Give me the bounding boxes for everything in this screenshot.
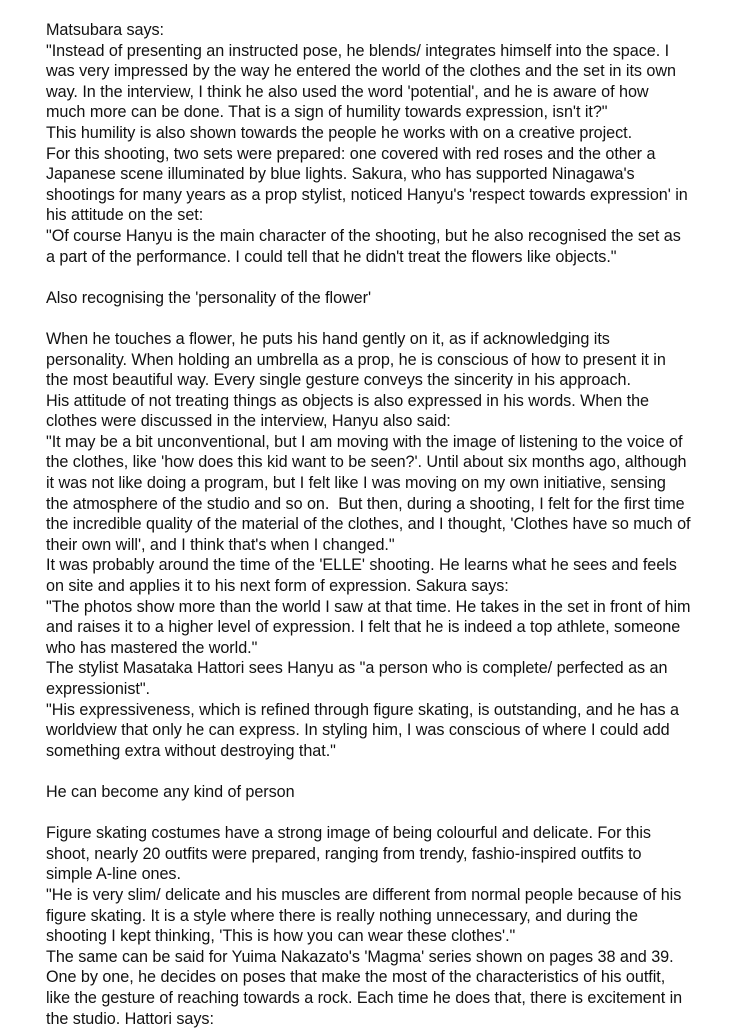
text-line: like the gesture of reaching towards a rock. Each time he does that, there is excitement in	[46, 988, 726, 1009]
paragraph-spacer	[46, 803, 726, 824]
text-line: When he touches a flower, he puts his hand gently on it, as if acknowledging its	[46, 329, 726, 350]
paragraph-spacer	[46, 308, 726, 329]
paragraph-flower-and-clothes	[46, 329, 726, 761]
text-line: the most beautiful way. Every single gesture conveys the sincerity in his approach.	[46, 370, 726, 391]
text-line: The same can be said for Yuima Nakazato's 'Magma' series shown on pages 38 and 39.	[46, 947, 726, 968]
text-line: expressionist".	[46, 679, 726, 700]
text-line: way. In the interview, I think he also used the word 'potential', and he is aware of how	[46, 82, 726, 103]
text-line: "The photos show more than the world I saw at that time. He takes in the set in front of him	[46, 597, 726, 618]
text-line: was very impressed by the way he entered the world of the clothes and the set in its own	[46, 61, 726, 82]
text-line: much more can be done. That is a sign of humility towards expression, isn't it?"	[46, 102, 726, 123]
section-heading-personality-of-flower	[46, 288, 726, 309]
text-line: "Of course Hanyu is the main character of the shooting, but he also recognised the set as	[46, 226, 726, 247]
text-line: It was probably around the time of the 'ELLE' shooting. He learns what he sees and feels	[46, 555, 726, 576]
text-line: Figure skating costumes have a strong image of being colourful and delicate. For this	[46, 823, 726, 844]
text-line: This humility is also shown towards the people he works with on a creative project.	[46, 123, 726, 144]
paragraph-costumes	[46, 823, 726, 1029]
text-line: For this shooting, two sets were prepared: one covered with red roses and the other a	[46, 144, 726, 165]
text-line: clothes were discussed in the interview, Hanyu also said:	[46, 411, 726, 432]
paragraph-matsubara-quote	[46, 20, 726, 267]
text-line: his attitude on the set:	[46, 205, 726, 226]
document-body	[46, 20, 726, 1029]
text-line: personality. When holding an umbrella as a prop, he is conscious of how to present it in	[46, 350, 726, 371]
text-line: Japanese scene illuminated by blue lights. Sakura, who has supported Ninagawa's	[46, 164, 726, 185]
text-line: a part of the performance. I could tell that he didn't treat the flowers like objects."	[46, 247, 726, 268]
text-line: it was not like doing a program, but I felt like I was moving on my own initiative, sensing	[46, 473, 726, 494]
text-line: "It may be a bit unconventional, but I am moving with the image of listening to the voice of	[46, 432, 726, 453]
text-line: figure skating. It is a style where there is really nothing unnecessary, and during the	[46, 906, 726, 927]
text-line: simple A-line ones.	[46, 864, 726, 885]
text-line: "He is very slim/ delicate and his muscles are different from normal people because of his	[46, 885, 726, 906]
heading-text: Also recognising the 'personality of the flower'	[46, 288, 726, 309]
text-line: "Instead of presenting an instructed pose, he blends/ integrates himself into the space. I	[46, 41, 726, 62]
text-line: their own will', and I think that's when I changed."	[46, 535, 726, 556]
text-line: on site and applies it to his next form of expression. Sakura says:	[46, 576, 726, 597]
paragraph-spacer	[46, 267, 726, 288]
text-line: shoot, nearly 20 outfits were prepared, ranging from trendy, fashio-inspired outfits to	[46, 844, 726, 865]
text-line: the studio. Hattori says:	[46, 1009, 726, 1029]
text-line: One by one, he decides on poses that make the most of the characteristics of his outfit,	[46, 967, 726, 988]
text-line: The stylist Masataka Hattori sees Hanyu as "a person who is complete/ perfected as an	[46, 658, 726, 679]
text-line: the clothes, like 'how does this kid want to be seen?'. Until about six months ago, although	[46, 452, 726, 473]
text-line: His attitude of not treating things as objects is also expressed in his words. When the	[46, 391, 726, 412]
text-line: who has mastered the world."	[46, 638, 726, 659]
text-line: Matsubara says:	[46, 20, 726, 41]
text-line: something extra without destroying that."	[46, 741, 726, 762]
text-line: worldview that only he can express. In styling him, I was conscious of where I could add	[46, 720, 726, 741]
heading-text: He can become any kind of person	[46, 782, 726, 803]
text-line: and raises it to a higher level of expression. I felt that he is indeed a top athlete, someone	[46, 617, 726, 638]
paragraph-spacer	[46, 761, 726, 782]
text-line: the incredible quality of the material of the clothes, and I thought, 'Clothes have so much of	[46, 514, 726, 535]
text-line: shootings for many years as a prop stylist, noticed Hanyu's 'respect towards expression' in	[46, 185, 726, 206]
section-heading-any-kind-of-person	[46, 782, 726, 803]
text-line: the atmosphere of the studio and so on. But then, during a shooting, I felt for the first time	[46, 494, 726, 515]
text-line: "His expressiveness, which is refined through figure skating, is outstanding, and he has a	[46, 700, 726, 721]
text-line: shooting I kept thinking, 'This is how you can wear these clothes'."	[46, 926, 726, 947]
